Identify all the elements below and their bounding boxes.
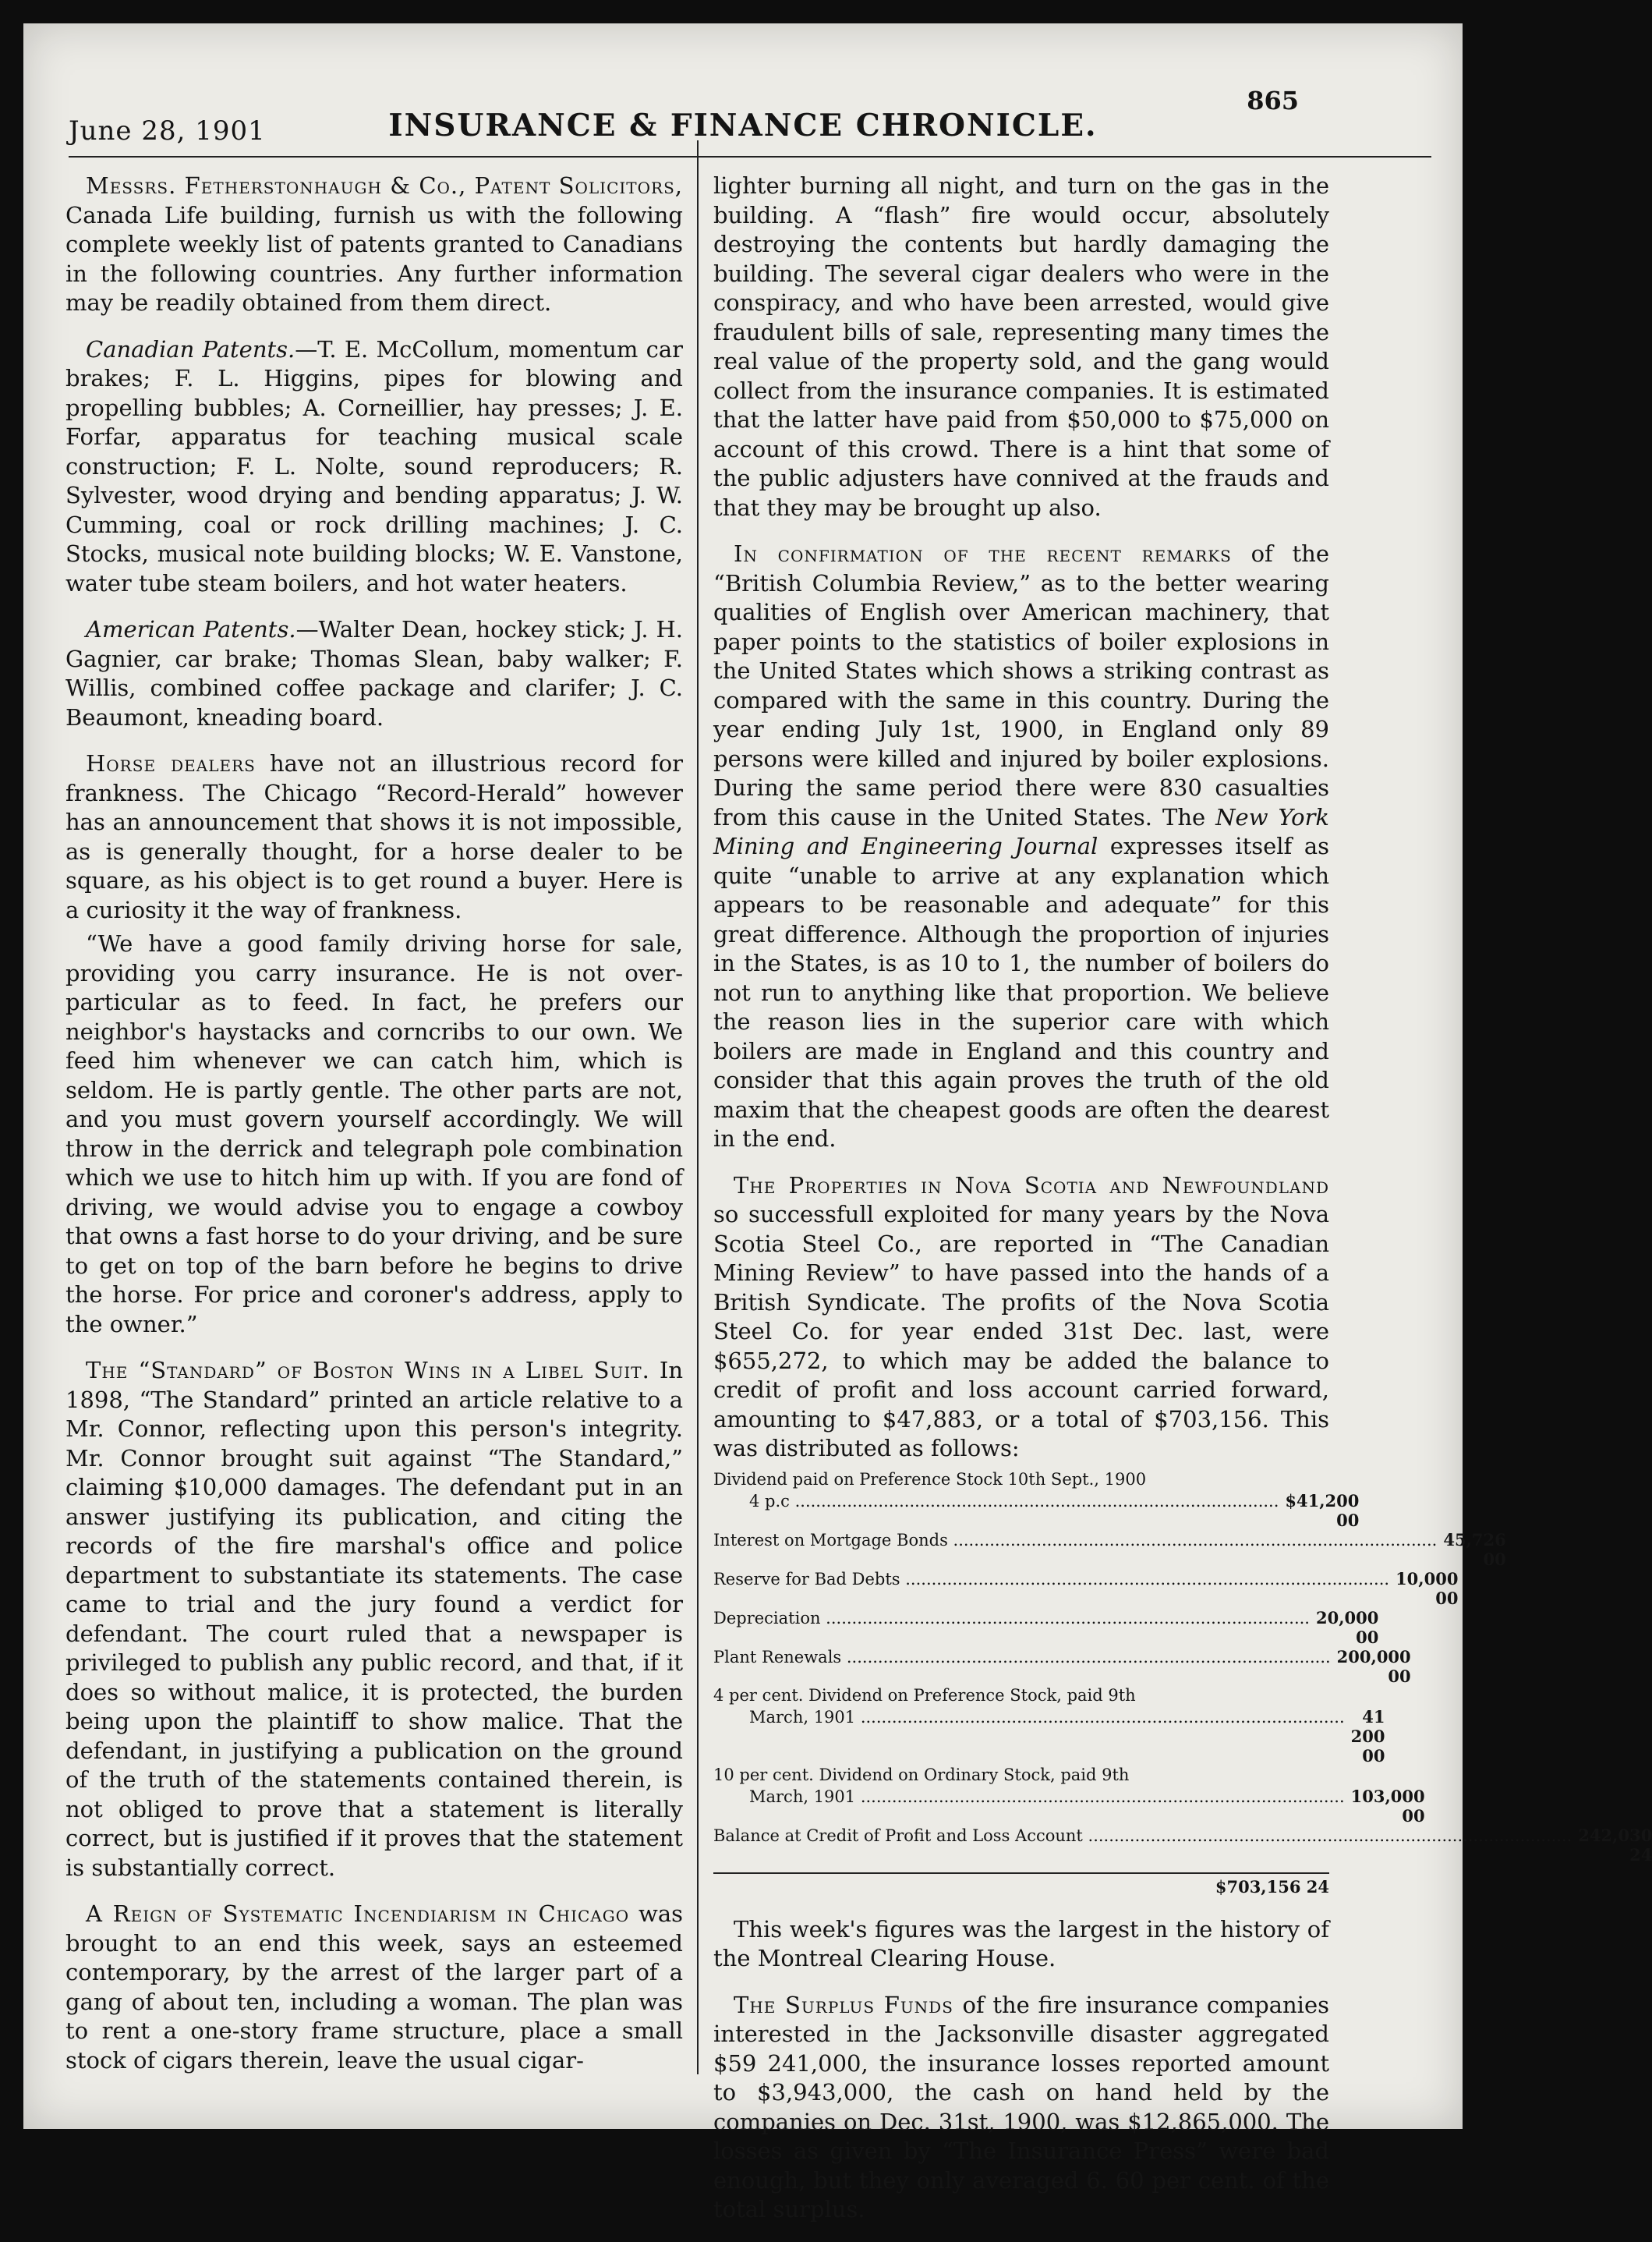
left-column	[65, 172, 683, 2092]
row-value: 200,000 00	[1336, 1646, 1411, 1686]
libel-suit-body: In 1898, “The Standard” printed an article relative to a Mr. Connor, reflecting upon this person's integrity. Mr. Connor brought suit against “The Standard,” claiming $10,000 damages. The defendant put in an answer justifying its publication, and citing the records of the fire marshal's office and police department to substantiate its statements. The case came to trial and the jury found a verdict for defendant. The court ruled that a newspaper is privileged to publish any public record, and that, if it does so without malice, it is protected, the burden being upon the plaintiff to show malice. That the defendant, in justifying a publication on the ground of the truth of the statements contained therein, is not obliged to prove that a statement is literally correct, but is justified if it proves that the statement is substantially correct.	[65, 1357, 684, 1881]
dividend-heading: Dividend paid on Preference Stock 10th Sept., 1900	[713, 1469, 1147, 1489]
surplus-funds-lead: The Surplus Funds	[734, 1991, 953, 2018]
patents-intro-paragraph	[65, 172, 683, 318]
table-row	[713, 1529, 1506, 1569]
distribution-total: $703,156 24	[713, 1872, 1329, 1897]
boiler-explosions-body-1: of the “British Columbia Review,” as to the better wearing qualities of English over American machinery, that paper points to the statistics of boiler explosions in the United States which shows a striking contrast as compared with the same in this country. During the year ending July 1st, 1900, in England only 89 persons were killed and injured by boiler explosions. During the same period there were 830 casualties from this cause in the United States. The	[713, 540, 1329, 831]
journal-name: New York Mining and Engineering Journal	[713, 803, 1329, 859]
row-label: March, 1901 .............................................................................................	[749, 1707, 1345, 1727]
libel-suit-lead: The “Standard” of Boston Wins in a Libel Suit.	[86, 1357, 650, 1383]
right-column	[713, 172, 1652, 2242]
publication-title: INSURANCE & FINANCE CHRONICLE.	[388, 108, 1098, 143]
header-rule	[69, 156, 1431, 158]
row-value: 41 200 00	[1350, 1706, 1385, 1766]
incendiarism-lead: A Reign of Systematic Incendiarism in Chicago	[86, 1900, 630, 1927]
row-value: 103,000 00	[1350, 1786, 1425, 1826]
boiler-explosions-lead: In confirmation of the recent remarks	[734, 540, 1232, 567]
table-row	[713, 1646, 1411, 1686]
row-value: 242,030 24	[1578, 1825, 1652, 1865]
canadian-patents-lead: Canadian Patents.	[86, 335, 295, 363]
column-divider	[697, 140, 699, 2074]
boiler-explosions-paragraph	[713, 540, 1329, 1154]
row-label: Reserve for Bad Debts .............................................................................................	[713, 1569, 1390, 1589]
horse-dealers-paragraph	[65, 749, 683, 925]
row-value: $41,200 00	[1285, 1490, 1360, 1530]
distribution-rows	[713, 1490, 1506, 1686]
issue-date: June 28, 1901	[69, 115, 266, 147]
table-row	[713, 1786, 1425, 1826]
row-label: Depreciation .............................................................................................	[713, 1608, 1310, 1627]
row-value: 20,000 00	[1315, 1607, 1379, 1647]
nova-scotia-lead: The Properties in Nova Scotia and Newfoundland	[734, 1171, 1329, 1199]
nova-scotia-body: so successfull exploited for many years by the Nova Scotia Steel Co., are reported in “The Canadian Mining Review” to have passed into the hands of a British Syndicate. The profits of the Nova Scotia Steel Co. for year ended 31st Dec. last, were $655,272, to which may be added the balance to credit of profit and loss account carried forward, amounting to $47,883, or a total of $703,156. This was distributed as follows:	[713, 1201, 1329, 1461]
ordinary-dividend-label: 10 per cent. Dividend on Ordinary Stock, paid 9th	[713, 1765, 1130, 1784]
row-value: 10,000 00	[1396, 1568, 1459, 1608]
surplus-funds-paragraph	[713, 1991, 1329, 2225]
row-value: 45,726 00	[1443, 1529, 1506, 1569]
surplus-funds-body: of the fire insurance companies interested in the Jacksonville disaster aggregated $59 241,000, the insurance losses reported amount to $3,943,000, the cash on hand held by the companies on Dec. 31st, 1900, was $12,865,000. The losses as given by “The Insurance Press” were bad enough, but they only averaged 6. 60 per cent. of the total surplus.	[713, 1991, 1329, 2223]
table-row	[713, 1490, 1360, 1530]
nova-scotia-paragraph	[713, 1171, 1329, 1464]
page-header	[55, 64, 1431, 147]
horse-dealers-body: have not an illustrious record for frankness. The Chicago “Record-Herald” however has an announcement that shows it is not impossible, as is generally thought, for a horse dealer to be square, as his object is to get round a buyer. Here is a curiosity it the way of frankness.	[65, 750, 684, 923]
american-patents-lead: American Patents.	[86, 616, 296, 643]
incendiarism-continued: lighter burning all night, and turn on the gas in the building. A “flash” fire would occur, absolutely destroying the contents but hardly damaging the building. The several cigar dealers who were in the conspiracy, and who have been arrested, would give fraudulent bills of sale, representing many times the real value of the property sold, and the gang would collect from the insurance companies. It is estimated that the latter have paid from $50,000 to $75,000 on account of this crowd. There is a hint that some of the public adjusters have connived at the frauds and that they may be brought up also.	[713, 172, 1329, 521]
incendiarism-paragraph	[65, 1900, 683, 2075]
row-label: March, 1901 .............................................................................................	[749, 1787, 1345, 1806]
boiler-explosions-body-2: expresses itself as quite “unable to arrive at any explanation which appears to be reasonable and adequate” for this great difference. Although the proportion of injuries in the States, is as 10 to 1, the number of boilers do not run to anything like that proportion. We believe the reason lies in the superior care with which boilers are made in England and this country and consider that this again proves the truth of the old maxim that the cheapest goods are often the dearest in the end.	[713, 833, 1330, 1152]
table-row	[713, 1706, 1385, 1766]
patents-intro-body: Canada Life building, furnish us with the following complete weekly list of patents granted to Canadians in the following countries. Any further information may be readily obtained from them direct.	[65, 201, 683, 316]
table-row	[713, 1825, 1652, 1865]
incendiarism-body: was brought to an end this week, says an esteemed contemporary, by the arrest of the larger part of a gang of about ten, including a woman. The plan was to rent a one-story frame structure, place a small stock of cigars therein, leave the usual cigar-	[65, 1900, 683, 2074]
preference-dividend-label: 4 per cent. Dividend on Preference Stock, paid 9th	[713, 1685, 1136, 1705]
clearing-house-paragraph: This week's figures was the largest in the history of the Montreal Clearing House.	[713, 1915, 1329, 1971]
row-label: Balance at Credit of Profit and Loss Account .............................................................................................	[713, 1826, 1572, 1845]
page-number: 865	[1247, 86, 1299, 115]
horse-advert-quote: “We have a good family driving horse for sale, providing you carry insurance. He is not over-particular as to feed. In fact, he prefers our neighbor's haystacks and corncribs to our own. We feed him whenever we can catch him, which is seldom. He is partly gentle. The other parts are not, and you must govern yourself accordingly. We will throw in the derrick and telegraph pole combination which we use to hitch him up with. If you are fond of driving, we would advise you to engage a cowboy that owns a fast horse to do your driving, and be sure to get on top of the barn before he begins to drive the horse. For price and coroner's address, apply to the owner.”	[65, 930, 683, 1337]
table-row	[713, 1568, 1459, 1608]
horse-dealers-lead: Horse dealers	[86, 750, 256, 777]
american-patents-paragraph	[65, 615, 683, 732]
row-label: Interest on Mortgage Bonds .............................................................................................	[713, 1530, 1438, 1550]
table-row	[713, 1607, 1379, 1647]
american-patents-body: —Walter Dean, hockey stick; J. H. Gagnier, car brake; Thomas Slean, baby walker; F. Willis, combined coffee package and clarifer; J. C. Beaumont, kneading board.	[65, 616, 683, 731]
patents-intro-lead: Messrs. Fetherstonhaugh & Co., Patent Solicitors,	[86, 172, 683, 199]
canadian-patents-body: —T. E. McCollum, momentum car brakes; F. L. Higgins, pipes for blowing and propelling bubbles; A. Corneillier, hay presses; J. E. Forfar, apparatus for teaching musical scale construction; F. L. Nolte, sound reproducers; R. Sylvester, wood drying and bending apparatus; J. W. Cumming, coal or rock drilling machines; J. C. Stocks, musical note building blocks; W. E. Vanstone, water tube steam boilers, and hot water heaters.	[65, 335, 684, 597]
canadian-patents-paragraph	[65, 335, 683, 599]
newspaper-page	[23, 23, 1652, 2223]
libel-suit-paragraph	[65, 1356, 683, 1883]
row-label: Plant Renewals .............................................................................................	[713, 1647, 1331, 1666]
distribution-table	[713, 1469, 1652, 1897]
row-label: 4 p.c .............................................................................................	[749, 1491, 1279, 1511]
